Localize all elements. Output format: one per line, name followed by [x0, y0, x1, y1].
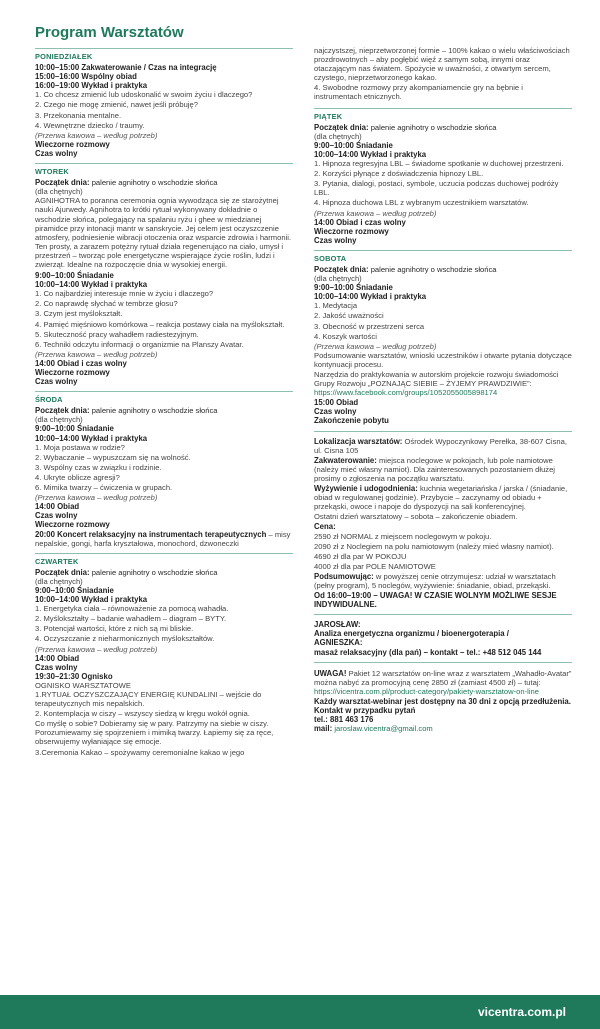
list-item: 4. Ukryte oblicze agresji?: [35, 472, 120, 482]
price-item: 2590 zł NORMAL z miejscem noclegowym w pokoju.: [314, 531, 492, 541]
list-item: 4. Pamięć mięśniowo komórkowa – reakcja postawy ciała na myślokształt.: [35, 319, 285, 329]
promo-label: UWAGA!: [314, 668, 347, 678]
coffee-break: (Przerwa kawowa – według potrzeb): [35, 644, 158, 654]
schedule-line: 9:00–10:00 Śniadanie: [314, 140, 393, 150]
list-item: 3. Pytania, dialogi, postaci, symbole, uczucia podczas duchowej podróży LBL.: [314, 179, 559, 198]
facebook-group-link[interactable]: https://www.facebook.com/groups/1052055005898174: [314, 388, 498, 398]
left-column: [35, 48, 293, 758]
schedule-line: Czas wolny: [35, 662, 78, 672]
schedule-line: Czas wolny: [35, 377, 78, 387]
catering: [314, 484, 572, 511]
schedule-line: 9:00–10:00 Śniadanie: [35, 271, 114, 281]
day-start-note: (dla chętnych): [35, 415, 83, 425]
day-start-label: Początek dnia:: [35, 406, 90, 416]
summary-label: Podsumowując:: [314, 571, 374, 581]
location-text: Ośrodek Wypoczynkowy Perełka, 38-607 Cisna, ul. Cisna 105: [314, 436, 567, 455]
schedule-line: 16:00–19:00 Wykład i praktyka: [35, 81, 148, 91]
schedule-line: Zakończenie pobytu: [314, 416, 389, 426]
promo: [314, 662, 572, 734]
promo-body: Pakiet 12 warsztatów on-line wraz z warsztatem „Wahadło-Avatar” można nabyć za promocyjną cenę 2850 zł (zamiast 4500 zł) – tutaj:: [314, 668, 572, 687]
list-item: 2. Czego nie mogę zmienić, nawet jeśli próbuję?: [35, 100, 198, 110]
day-start-text: palenie agnihotry o wschodzie słońca: [89, 406, 218, 416]
catering-label: Wyżywienie i udogodnienia:: [314, 484, 418, 494]
list-item: 1. Co chcesz zmienić lub udoskonalić w swoim życiu i dlaczego?: [35, 90, 253, 100]
day-heading: WTOREK: [35, 167, 69, 177]
list-item: 3. Obecność w przestrzeni serca: [314, 321, 425, 331]
schedule-line: Wieczorne rozmowy: [35, 139, 110, 149]
schedule-line: 15:00–16:00 Wspólny obiad: [35, 72, 137, 82]
practical-info: [314, 431, 572, 610]
webinar-note: Każdy warsztat-webinar jest dostępny na 30 dni z opcją przedłużenia.: [314, 696, 571, 706]
list-item: 6. Techniki odczytu informacji o organizmie na Planszy Avatar.: [35, 339, 244, 349]
day-heading: ŚRODA: [35, 395, 63, 405]
summary-text: w powyższej cenie otrzymujesz: udział w warsztatach (pełny program), 5 noclegów, wyżywienie: śniadanie, obiad, przekąski.: [314, 571, 556, 590]
list-item: 3. Wspólny czas w związku i rodzinie.: [35, 462, 162, 472]
day-start-note: (dla chętnych): [314, 131, 362, 141]
location: [314, 437, 572, 455]
price-item: 4690 zł dla par W POKOJU: [314, 551, 407, 561]
schedule-line: Wieczorne rozmowy: [35, 368, 110, 377]
schedule-line: 10:00–14:00 Wykład i praktyka: [35, 595, 148, 605]
schedule-line: 14:00 Obiad: [35, 502, 80, 512]
list-item: 4. Wewnętrzne dziecko / traumy.: [35, 120, 145, 130]
contact-phone: tel.: 881 463 176: [314, 715, 374, 725]
day-start: [314, 123, 572, 132]
list-item: 6. Mimika twarzy – ćwiczenia w grupach.: [35, 483, 173, 493]
schedule-line: Czas wolny: [35, 148, 78, 158]
list-item: 2. Jakość uważności: [314, 311, 384, 321]
accommodation-text: miejsca noclegowe w pokojach, lub pole namiotowe (należy mieć własny namiot). Dla zainteresowanych pozostaniem dłużej prosimy o zgłoszenia na początku warsztatu.: [314, 455, 555, 483]
list-item: 3. Przekonania mentalne.: [35, 110, 122, 120]
paragraph: najczystszej, nieprzetworzonej formie – 100% kakao o wielu właściwościach prozdrowotnych – aby pogłębić więź z samym sobą, innymi oraz otaczającym nas światem. Spożycie w uważności, z otwartym sercem, czystego, nieprzetworzonego kakao.: [314, 46, 570, 83]
list-item: Co myślę o sobie? Dobieramy się w pary. Patrzymy na siebie w ciszy. Porozumiewamy się spojrzeniem i mimiką twarzy. Łapiemy się za ręce, obserwujemy wyłaniające się emocje.: [35, 719, 274, 747]
schedule-line: 9:00–10:00 Śniadanie: [35, 585, 114, 595]
coffee-break: (Przerwa kawowa – według potrzeb): [314, 208, 437, 218]
day-start-label: Początek dnia:: [35, 178, 90, 188]
day-heading: SOBOTA: [314, 253, 347, 263]
list-item: 3. Potencjał wartości, które z nich są mi bliskie.: [35, 624, 194, 634]
contact-mail: [314, 724, 572, 733]
day-heading: PONIEDZIAŁEK: [35, 52, 93, 61]
schedule-line: Wieczorne rozmowy: [35, 520, 110, 530]
schedule-line: 14:00 Obiad i czas wolny: [314, 217, 406, 227]
schedule-line: 9:00–10:00 Śniadanie: [35, 424, 114, 434]
promo-text: [314, 669, 572, 696]
day-start-text: palenie agnihotry o wschodzie słońca: [89, 178, 218, 188]
day-start-label: Początek dnia:: [314, 264, 369, 274]
schedule-line: 10:00–14:00 Wykład i praktyka: [314, 292, 427, 302]
list-item: 2. Korzyści płynące z doświadczenia hipnozy LBL.: [314, 169, 484, 179]
day-tuesday: [35, 163, 293, 386]
schedule-line: 10:00–14:00 Wykład i praktyka: [35, 433, 148, 443]
accommodation: [314, 456, 572, 483]
list-item: 1. Hipnoza regresyjna LBL – świadome spotkanie w duchowej przestrzeni.: [314, 159, 564, 169]
list-item: 2. Wybaczanie – wypuszczam się na wolność.: [35, 452, 191, 462]
schedule-line: 19:30–21:30 Ognisko: [35, 671, 113, 681]
day-heading: PIĄTEK: [314, 111, 343, 121]
coffee-break: (Przerwa kawowa – według potrzeb): [35, 493, 158, 503]
day-start-text: palenie agnihotry o wschodzie słońca: [89, 567, 218, 577]
summary-text: Podsumowanie warsztatów, wnioski uczestników i otwarte pytania dotyczące kontynuacji procesu.: [314, 350, 572, 369]
schedule-line: Czas wolny: [314, 235, 357, 245]
schedule-line: 15:00 Obiad: [314, 398, 359, 408]
schedule-line: 10:00–14:00 Wykład i praktyka: [314, 149, 427, 159]
mail-label: mail:: [314, 724, 333, 734]
schedule-line: 14:00 Obiad i czas wolny: [35, 358, 127, 368]
price-label: Cena:: [314, 522, 336, 532]
concert: [35, 530, 293, 548]
day-start-note: (dla chętnych): [314, 274, 362, 284]
individual-sessions-note: Od 16:00–19:00 – UWAGA! W CZASIE WOLNYM MOŻLIWE SESJE INDYWIDUALNE.: [314, 591, 557, 610]
list-item: 4. Swobodne rozmowy przy akompaniamencie gry na bębnie i instrumentach etnicznych.: [314, 83, 523, 102]
promo-link[interactable]: https://vicentra.com.pl/product-category/pakiety-warsztatow-on-line: [314, 686, 539, 696]
day-start: [35, 406, 293, 415]
price-item: 4000 zł dla par POLE NAMIOTOWE: [314, 561, 436, 571]
last-day: Ostatni dzień warsztatowy – sobota – zakończenie obiadem.: [314, 512, 518, 522]
day-start-text: palenie agnihotry o wschodzie słońca: [368, 264, 497, 274]
list-item: 4. Oczyszczanie z nieharmonicznych myślokształtów.: [35, 634, 215, 644]
agnihotra-description: AGNIHOTRA to poranna ceremonia ognia wywodząca się ze starożytnej nauki Ajurwedy. Agnihotra to krótki rytuał wykonywany dokładnie o wschodzie słońca, polegający na spalaniu ryżu i ghee w miedzianej piramidce przy intonacji mantr w sanskrycie. Jej celem jest oczyszczenie atmosfery, podniesienie wibracji otoczenia oraz wsparcie zdrowia i harmonii. Ten prosty, a zarazem potężny rytuał działa regenerująco na ciało, umysł i przestrzeń – tworząc pole energetyczne wspierające życie roślin, ludzi i zwierząt. Idealne na rozpoczęcie dnia w wysokiej energii.: [35, 196, 292, 269]
list-item: 2. Kontemplacja w ciszy – wszyscy siedzą w kręgu wokół ognia.: [35, 709, 250, 719]
day-start-text: palenie agnihotry o wschodzie słońca: [368, 122, 497, 132]
schedule-line: Czas wolny: [314, 407, 357, 417]
footer-website[interactable]: vicentra.com.pl: [477, 1005, 566, 1019]
contact-service: Analiza energetyczna organizmu / bioenergoterapia /: [314, 629, 509, 639]
list-item: 1. Medytacja: [314, 301, 358, 311]
day-start-note: (dla chętnych): [35, 187, 83, 197]
schedule-line: 10:00–14:00 Wykład i praktyka: [35, 280, 148, 290]
schedule-line: 14:00 Obiad: [35, 653, 80, 663]
day-start-label: Początek dnia:: [314, 122, 369, 132]
coffee-break: (Przerwa kawowa – według potrzeb): [314, 341, 437, 351]
day-start-note: (dla chętnych): [35, 576, 83, 586]
coffee-break: (Przerwa kawowa – według potrzeb): [35, 349, 158, 359]
coffee-break: (Przerwa kawowa – według potrzeb): [35, 130, 158, 140]
list-item: 3. Czym jest myślokształt.: [35, 309, 123, 319]
list-item: 5. Skuteczność pracy wahadłem radiestezyjnym.: [35, 329, 199, 339]
day-start: [35, 178, 293, 187]
contact-name: AGNIESZKA:: [314, 638, 363, 648]
tools-text: [314, 370, 572, 397]
contact-heading: Kontakt w przypadku pytań: [314, 706, 416, 715]
page-title: Program Warsztatów: [35, 24, 184, 41]
list-item: 4. Koszyk wartości: [314, 331, 377, 341]
day-start: [314, 265, 572, 274]
schedule-line: Czas wolny: [35, 511, 78, 521]
list-item: 3.Ceremonia Kakao – spożywamy ceremonialne kakao w jego: [35, 747, 245, 757]
day-thursday: [35, 553, 293, 757]
day-saturday: [314, 250, 572, 426]
day-start-label: Początek dnia:: [35, 567, 90, 577]
day-friday: [314, 108, 572, 245]
catering-text: kuchnia wegetariańska / jarska / (śniadanie, obiad w regulowanej godzinie). Przybycie – zaczynamy od obiadu + przekąski, owoce i napoje do dyspozycji na sali konferencyjnej.: [314, 484, 568, 512]
list-item: 1. Moja postawa w rodzie?: [35, 442, 125, 452]
tools-intro: Narzędzia do praktykowania w autorskim projekcie rozwoju świadomości Grupy Rozwoju „POZNAJĄC SIEBIE – ŻYJEMY PRAWDZIWIE”:: [314, 370, 559, 389]
accommodation-label: Zakwaterowanie:: [314, 455, 377, 465]
list-item: 4. Hipnoza duchowa LBL z wybranym uczestnikiem warsztatów.: [314, 198, 529, 208]
contact-name: JAROSŁAW:: [314, 620, 361, 630]
day-wednesday: [35, 391, 293, 548]
footer-bar: [0, 995, 600, 1029]
concert-text: – misy nepalskie, gongi, harfa kryształowa, monochord, dzwoneczki: [35, 529, 291, 548]
contact-service: masaż relaksacyjny (dla pań) – kontakt – tel.: +48 512 045 144: [314, 647, 542, 657]
day-monday: [35, 48, 293, 158]
mail-link[interactable]: jaroslaw.vicentra@gmail.com: [332, 724, 433, 734]
summary: [314, 572, 572, 590]
list-item: 2. Co naprawdę słychać w tembrze głosu?: [35, 299, 178, 309]
bonfire-heading: OGNISKO WARSZTATOWE: [35, 680, 131, 690]
schedule-line: 10:00–15:00 Zakwaterowanie / Czas na integrację: [35, 63, 217, 73]
contacts: [314, 614, 572, 656]
location-label: Lokalizacja warsztatów:: [314, 436, 403, 446]
schedule-line: Wieczorne rozmowy: [314, 226, 389, 236]
list-item: 1. Co najbardziej interesuje mnie w życiu i dlaczego?: [35, 289, 214, 299]
price-item: 2090 zł z Noclegiem na polu namiotowym (należy mieć własny namiot).: [314, 541, 554, 551]
day-start: [35, 568, 293, 577]
list-item: 2. Myślokształty – badanie wahadłem – diagram – BYTY.: [35, 614, 227, 624]
list-item: 1. Energetyka ciała – równoważenie za pomocą wahadła.: [35, 604, 229, 614]
concert-title: 20:00 Koncert relaksacyjny na instrumentach terapeutycznych: [35, 529, 267, 539]
day-heading: CZWARTEK: [35, 556, 79, 566]
right-column: [314, 46, 572, 733]
schedule-line: 9:00–10:00 Śniadanie: [314, 283, 393, 293]
list-item: 1.RYTUAŁ OCZYSZCZAJĄCY ENERGIĘ KUNDALINI – wejście do terapeutycznych mis nepalskich.: [35, 690, 262, 709]
